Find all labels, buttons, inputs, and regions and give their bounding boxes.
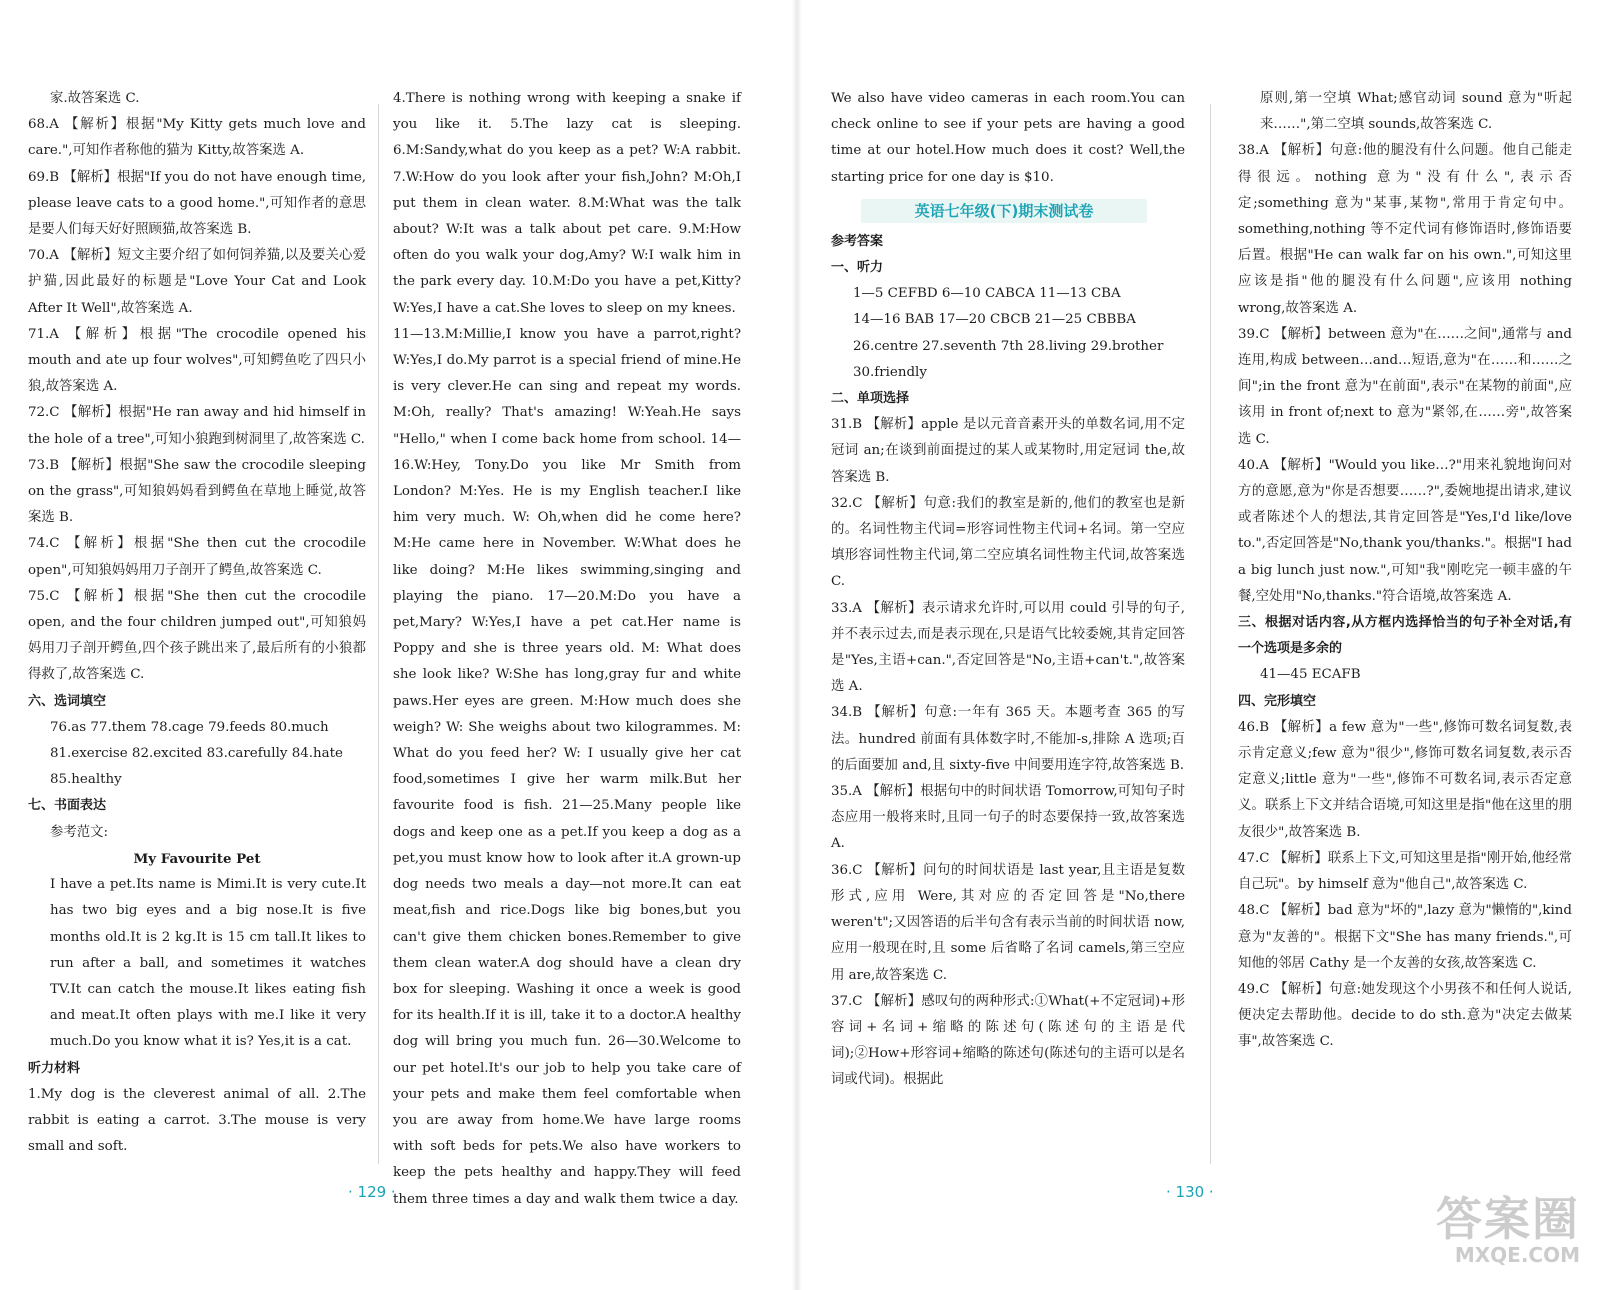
- book-gutter: [792, 0, 802, 1290]
- section-heading: 二、单项选择: [831, 391, 910, 407]
- text-paragraph: 68.A 【解析】根据"My Kitty gets much love and care.",可知作者称他的猫为 Kitty,故答案选 A.: [28, 117, 366, 159]
- left-column-2: [393, 86, 741, 1213]
- text-paragraph: 40.A 【解析】"Would you like…?"用来礼貌地询问对方的意愿,意为"你是否想要……?",委婉地提出请求,建议或者陈述个人的想法,其肯定回答是"Yes,I'd like/love to.",否定回答是"No,thank you/thanks."。根据"I had a big lunch just now.",可知"我"刚吃完一顿丰盛的午餐,空处用"No,thanks."符合语境,故答案选 A.: [1238, 457, 1572, 604]
- text-paragraph: 35.A 【解析】根据句中的时间状语 Tomorrow,可知句子时态应用一般将来时,且同一句子的时态要保持一致,故答案选 A.: [831, 784, 1185, 852]
- text-paragraph: 48.C 【解析】bad 意为"坏的",lazy 意为"懒惰的",kind 意为"友善的"。根据下文"She has many friends.",可知他的邻居 Cathy 是一个友善的女孩,故答案选 C.: [1238, 903, 1572, 971]
- page-number-left: · 129 ·: [348, 1183, 396, 1201]
- text-paragraph: 33.A 【解析】表示请求允许时,可以用 could 引导的句子,并不表示过去,而是表示现在,只是语气比较委婉,其肯定回答是"Yes,主语+can.",否定回答是"No,主语+can't.",故答案选 A.: [831, 600, 1185, 695]
- listening-script-end: [831, 86, 1185, 191]
- answer-key-section: [831, 229, 1185, 1094]
- text-paragraph: 39.C 【解析】between 意为"在……之间",通常与 and 连用,构成 between…and…短语,意为"在……和……之间";in the front 意为"在前面",表示"在某物的前面",应该用 in front of;next to 意为"紧邻,在……旁",故答案选 C.: [1238, 326, 1572, 447]
- section-heading: 听力材料: [28, 1060, 81, 1076]
- section-heading: 七、书面表达: [28, 798, 107, 814]
- text-paragraph: 家.故答案选 C.: [50, 91, 140, 106]
- text-paragraph: 46.B 【解析】a few 意为"一些",修饰可数名词复数,表示肯定意义;few 意为"很少",修饰可数名词复数,表示否定意义;little 意为"一些",修饰不可数名词,表示否定意义。联系上下文并结合语境,可知这里是指"他在这里的朋友很少",故答案选 B.: [1238, 719, 1572, 840]
- essay-title: My Favourite Pet: [133, 850, 261, 867]
- exam-title-banner: 英语七年级(下)期末测试卷: [861, 199, 1147, 223]
- text-paragraph: 26.centre 27.seventh 7th 28.living 29.brother: [853, 338, 1164, 354]
- text-paragraph: We also have video cameras in each room.You can check online to see if your pets are having a good time at our hotel.How much does it cost? Well,the starting price for one day is $10.: [831, 91, 1185, 185]
- text-paragraph: 参考范文:: [50, 824, 109, 840]
- text-paragraph: 38.A 【解析】句意:他的腿没有什么问题。他自己能走得很远。nothing 意为"没有什么",表示否定;something 意为"某事,某物",常用于肯定句中。something,nothing 等不定代词有修饰语时,修饰语要后置。根据"He can walk far on his own.",可知这里应该是指"他的腿没有什么问题",应该用 nothing wrong,故答案选 A.: [1238, 143, 1572, 316]
- text-paragraph: 30.friendly: [853, 364, 927, 380]
- watermark-text: 答案圈: [1436, 1192, 1580, 1246]
- section-heading: 三、根据对话内容,从方框内选择恰当的句子补全对话,有一个选项是多余的: [1238, 615, 1572, 657]
- text-paragraph: 原则,第一空填 What;感官动词 sound 意为"听起来……",第二空填 sounds,故答案选 C.: [1260, 91, 1572, 133]
- text-paragraph: 69.B 【解析】根据"If you do not have enough time, please leave cats to a good home.",可知作者的意思是要人们每天好好照顾猫,故答案选 B.: [28, 169, 366, 238]
- text-paragraph: 47.C 【解析】联系上下文,可知这里是指"刚开始,他经常自己玩"。by himself 意为"他自己",故答案选 C.: [1238, 850, 1572, 893]
- text-paragraph: 41—45 ECAFB: [1260, 667, 1361, 683]
- text-paragraph: 1.My dog is the cleverest animal of all. 2.The rabbit is eating a carrot. 3.The mouse is very small and soft.: [28, 1086, 366, 1155]
- watermark-url: MXQE.COM: [1454, 1243, 1580, 1267]
- right-column-2: [1238, 86, 1572, 1056]
- text-paragraph: 36.C 【解析】问句的时间状语是 last year,且主语是复数形式,应用 Were,其对应的否定回答是"No,there weren't";又因答语的后半句含有表示当前的时间状语 now,应用一般现在时,且 some 后省略了名词 camels,第三空应用 are,故答案选 C.: [831, 862, 1185, 983]
- text-paragraph: 31.B 【解析】apple 是以元音音素开头的单数名词,用不定冠词 an;在谈到前面提过的某人或某物时,用定冠词 the,故答案选 B.: [831, 417, 1185, 485]
- text-paragraph: 75.C 【解析】根据"She then cut the crocodile open, and the four children jumped out",可知狼妈妈用刀子剖开鳄鱼,四个孩子跳出来了,最后所有的小狼都得救了,故答案选 C.: [28, 588, 366, 683]
- page-number-right: · 130 ·: [1166, 1183, 1214, 1201]
- text-paragraph: 1—5 CEFBD 6—10 CABCA 11—13 CBA: [853, 286, 1121, 302]
- column-divider: [378, 104, 379, 1164]
- text-paragraph: 74.C 【解析】根据"She then cut the crocodile open",可知狼妈妈用刀子剖开了鳄鱼,故答案选 C.: [28, 536, 366, 578]
- section-heading: 参考答案: [831, 233, 884, 249]
- text-paragraph: 4.There is nothing wrong with keeping a snake if you like it. 5.The lazy cat is sleeping. 6.M:Sandy,what do you keep as a pet? W:A rabbit. 7.W:How do you look after your fish,John? M:Oh,I put them in clean water. 8.M:What was the talk about? W:It was a talk about pet care. 9.M:How often do you walk your dog,Amy? W:I walk him in the park every day. 10.M:Do you have a pet,Kitty? W:Yes,I have a cat.She loves to sleep on my knees.: [393, 91, 741, 316]
- text-paragraph: 37.C 【解析】感叹句的两种形式:①What(+不定冠词)+形容词+名词+缩略的陈述句(陈述句的主语是代词);②How+形容词+缩略的陈述句(陈述句的主语可以是名词或代词)。根据此: [831, 993, 1185, 1088]
- text-paragraph: 81.exercise 82.excited 83.carefully 84.hate: [50, 746, 343, 762]
- text-paragraph: 11—13.M:Millie,I know you have a parrot,right? W:Yes,I do.My parrot is a special friend of mine.He is very clever.He can sing and repeat my words. M:Oh, really? That's amazing! W:Yeah.He says "Hello," when I come back home from school. 14—16.W:Hey, Tony.Do you like Mr Smith from London? M:Yes. He is my English teacher.I like him very much. W: Oh,when did he come here? M:He came here in November. W:What does he like doing? M:He likes swimming,singing and playing the piano. 17—20.M:Do you have a pet,Mary? W:Yes,I have a pet cat.Her name is Poppy and she is three years old. M: What does she look like? W:She has long,gray fur and white paws.Her eyes are green. M:How much does she weigh? W: She weighs about two kilogrammes. M: What do you feed her? W: I usually give her cat food,sometimes I give her warm milk.But her favourite food is fish. 21—25.Many people like dogs and keep one as a pet.If you keep a dog as a pet,you must know how to look after it.A grown-up dog needs two meals a day—not more.It can eat meat,fish and rice.Dogs like big bones,but you can't give them chicken bones.Remember to give them clean water.A dog should have a clean dry box for sleeping. Washing it once a week is good for its health.If it is ill, take it to a doctor.A healthy dog will bring you much fun. 26—30.Welcome to our pet hotel.It's our job to help you take care of your pets and make them feel comfortable when you are away from home.We have large rooms with soft beds for pets.We also have workers to keep the pets healthy and happy.They will feed them three times a day and walk them twice a day.: [393, 326, 741, 1207]
- section-heading: 六、选词填空: [28, 693, 107, 709]
- right-column-1: [831, 86, 1185, 1094]
- left-column-1: [28, 86, 366, 1160]
- text-paragraph: 71.A 【解析】根据"The crocodile opened his mouth and ate up four wolves",可知鳄鱼吃了四只小狼,故答案选 A.: [28, 326, 366, 395]
- text-paragraph: 49.C 【解析】句意:她发现这个小男孩不和任何人说话,便决定去帮助他。decide to do sth.意为"决定去做某事",故答案选 C.: [1238, 981, 1572, 1050]
- watermark-logo: [1420, 1194, 1580, 1266]
- text-paragraph: 34.B 【解析】句意:一年有 365 天。本题考查 365 的写法。hundred 前面有具体数字时,不能加-s,排除 A 选项;百的后面要加 and,且 sixty-five 中间要用连字符,故答案选 B.: [831, 705, 1185, 773]
- text-paragraph: 72.C 【解析】根据"He ran away and hid himself in the hole of a tree",可知小狼跑到树洞里了,故答案选 C.: [28, 405, 366, 447]
- text-paragraph: 14—16 BAB 17—20 CBCB 21—25 CBBBA: [853, 312, 1136, 328]
- text-paragraph: 73.B 【解析】根据"She saw the crocodile sleeping on the grass",可知狼妈妈看到鳄鱼在草地上睡觉,故答案选 B.: [28, 457, 366, 526]
- section-heading: 四、完形填空: [1238, 693, 1317, 709]
- section-heading: 一、听力: [831, 260, 884, 276]
- text-paragraph: 85.healthy: [50, 772, 122, 788]
- text-paragraph: I have a pet.Its name is Mimi.It is very cute.It has two big eyes and a big nose.It is five months old.It is 2 kg.It is 15 cm tall.It likes to run after a ball, and sometimes it watches TV.It can catch the mouse.It likes eating fish and meat.It often plays with me.I like it very much.Do you know what it is? Yes,it is a cat.: [50, 877, 366, 1050]
- text-paragraph: 76.as 77.them 78.cage 79.feeds 80.much: [50, 719, 329, 735]
- column-divider: [1210, 104, 1211, 1164]
- text-paragraph: 32.C 【解析】句意:我们的教室是新的,他们的教室也是新的。名词性物主代词=形容词性物主代词+名词。第一空应填形容词性物主代词,第二空应填名词性物主代词,故答案选 C.: [831, 495, 1185, 590]
- text-paragraph: 70.A 【解析】短文主要介绍了如何饲养猫,以及要关心爱护猫,因此最好的标题是"Love Your Cat and Look After It Well",故答案选 A.: [28, 248, 366, 316]
